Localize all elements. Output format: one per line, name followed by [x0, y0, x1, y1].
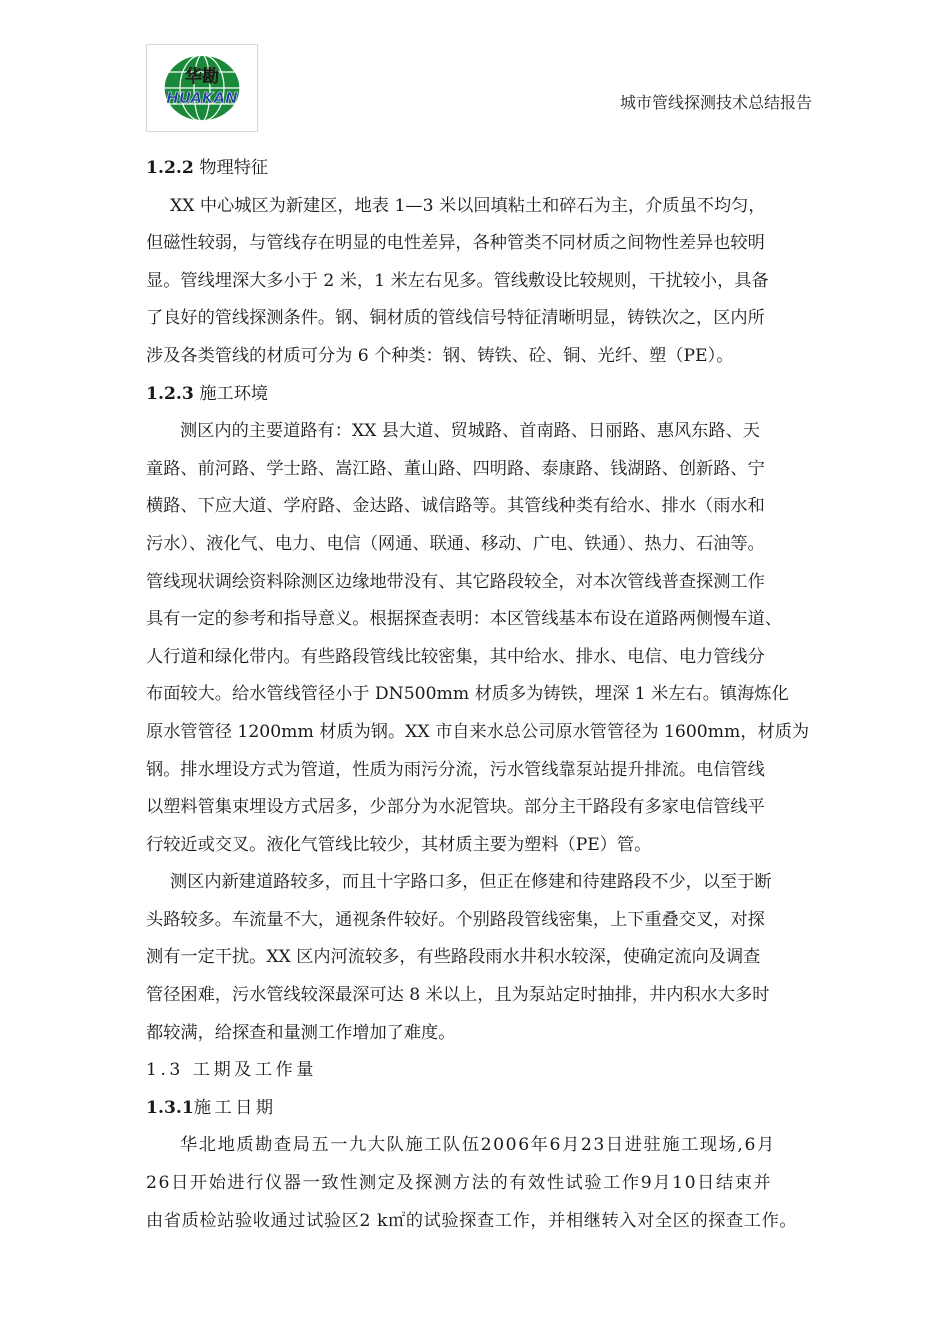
text-line: 具有一定的参考和指导意义。根据探查表明：本区管线基本布设在道路两侧慢车道、 — [146, 609, 782, 630]
section-heading-1-2-2 — [146, 150, 836, 188]
text-line: 原水管管径 1200mm 材质为钢。XX 市自来水总公司原水管管径为 1600mm，材质为 — [146, 721, 810, 742]
text-line: 横路、下应大道、学府路、金达路、诚信路等。其管线种类有给水、排水（雨水和 — [146, 496, 765, 517]
section-number: 1.3.1 — [146, 1097, 194, 1118]
document-body — [146, 150, 836, 1240]
text-line: 26日开始进行仪器一致性测定及探测方法的有效性试验工作9月10日结束并 — [146, 1173, 773, 1194]
text-line: 钢。排水埋设方式为管道，性质为雨污分流，污水管线靠泵站提升排流。电信管线 — [146, 759, 765, 780]
section-title: 施工日期 — [193, 1097, 277, 1118]
paragraph-construction-environment — [146, 413, 836, 864]
text-line: 童路、前河路、学士路、嵩江路、董山路、四明路、泰康路、钱湖路、创新路、宁 — [146, 458, 765, 479]
text-line: 布面较大。给水管线管径小于 DN500mm 材质多为铸铁，埋深 1 米左右。镇海炼化 — [146, 684, 789, 705]
globe-logo-icon — [147, 45, 257, 131]
text-line: 管线现状调绘资料除测区边缘地带没有、其它路段较全，对本次管线普查探测工作 — [146, 571, 765, 592]
text-line: 但磁性较弱，与管线存在明显的电性差异，各种管类不同材质之间物性差异也较明 — [146, 233, 765, 254]
text-line: 头路较多。车流量不大，通视条件较好。个别路段管线密集，上下重叠交叉，对探 — [146, 909, 765, 930]
report-title: 城市管线探测技术总结报告 — [620, 93, 813, 112]
text-line: XX 中心城区为新建区，地表 1—3 米以回填粘土和碎石为主，介质虽不均匀， — [170, 195, 766, 216]
section-number: 1.2.3 — [146, 383, 194, 404]
text-line: 由省质检站验收通过试验区2 k㎡的试验探查工作，并相继转入对全区的探查工作。 — [146, 1210, 798, 1231]
logo-en-text: HUAKAN — [166, 89, 238, 107]
paragraph-construction-date — [146, 1127, 836, 1240]
text-line: 测区内新建道路较多，而且十字路口多，但正在修建和待建路段不少，以至于断 — [170, 872, 772, 893]
text-line: 了良好的管线探测条件。钢、铜材质的管线信号特征清晰明显，铸铁次之，区内所 — [146, 308, 765, 329]
text-line: 都较满，给探查和量测工作增加了难度。 — [146, 1022, 456, 1043]
text-line: 污水）、液化气、电力、电信（网通、联通、移动、广电、铁通）、热力、石油等。 — [146, 533, 765, 554]
text-line: 以塑料管集束埋设方式居多，少部分为水泥管块。部分主干路段有多家电信管线平 — [146, 797, 765, 818]
text-line: 测区内的主要道路有：XX 县大道、贸城路、首南路、日丽路、惠风东路、天 — [180, 421, 760, 442]
text-line: 显。管线埋深大多小于 2 米，1 米左右见多。管线敷设比较规则，干扰较小，具备 — [146, 270, 769, 291]
section-number: 1.2.2 — [146, 158, 194, 178]
section-title: 1.3 工期及工作量 — [146, 1060, 317, 1081]
text-line: 人行道和绿化带内。有些路段管线比较密集，其中给水、排水、电信、电力管线分 — [146, 646, 765, 667]
text-line: 涉及各类管线的材质可分为 6 个种类：钢、铸铁、砼、铜、光纤、塑（PE）。 — [146, 345, 734, 366]
text-line: 测有一定干扰。XX 区内河流较多，有些路段雨水井积水较深，使确定流向及调查 — [146, 947, 761, 968]
paragraph-physical-features — [146, 188, 836, 376]
section-title: 物理特征 — [199, 158, 269, 178]
paragraph-survey-conditions — [146, 864, 836, 1052]
text-line: 管径困难，污水管线较深最深可达 8 米以上，且为泵站定时抽排，井内积水大多时 — [146, 985, 770, 1006]
text-line: 行较近或交叉。液化气管线比较少，其材质主要为塑料（PE）管。 — [146, 834, 652, 855]
logo-cn-text: 华勘 — [185, 67, 219, 87]
section-title: 施工环境 — [199, 383, 269, 404]
section-heading-1-3 — [146, 1052, 836, 1090]
company-logo — [146, 44, 258, 132]
section-heading-1-3-1 — [146, 1090, 836, 1128]
text-line: 华北地质勘查局五一九大队施工队伍2006年6月23日进驻施工现场,6月 — [180, 1135, 776, 1156]
section-heading-1-2-3 — [146, 376, 836, 414]
